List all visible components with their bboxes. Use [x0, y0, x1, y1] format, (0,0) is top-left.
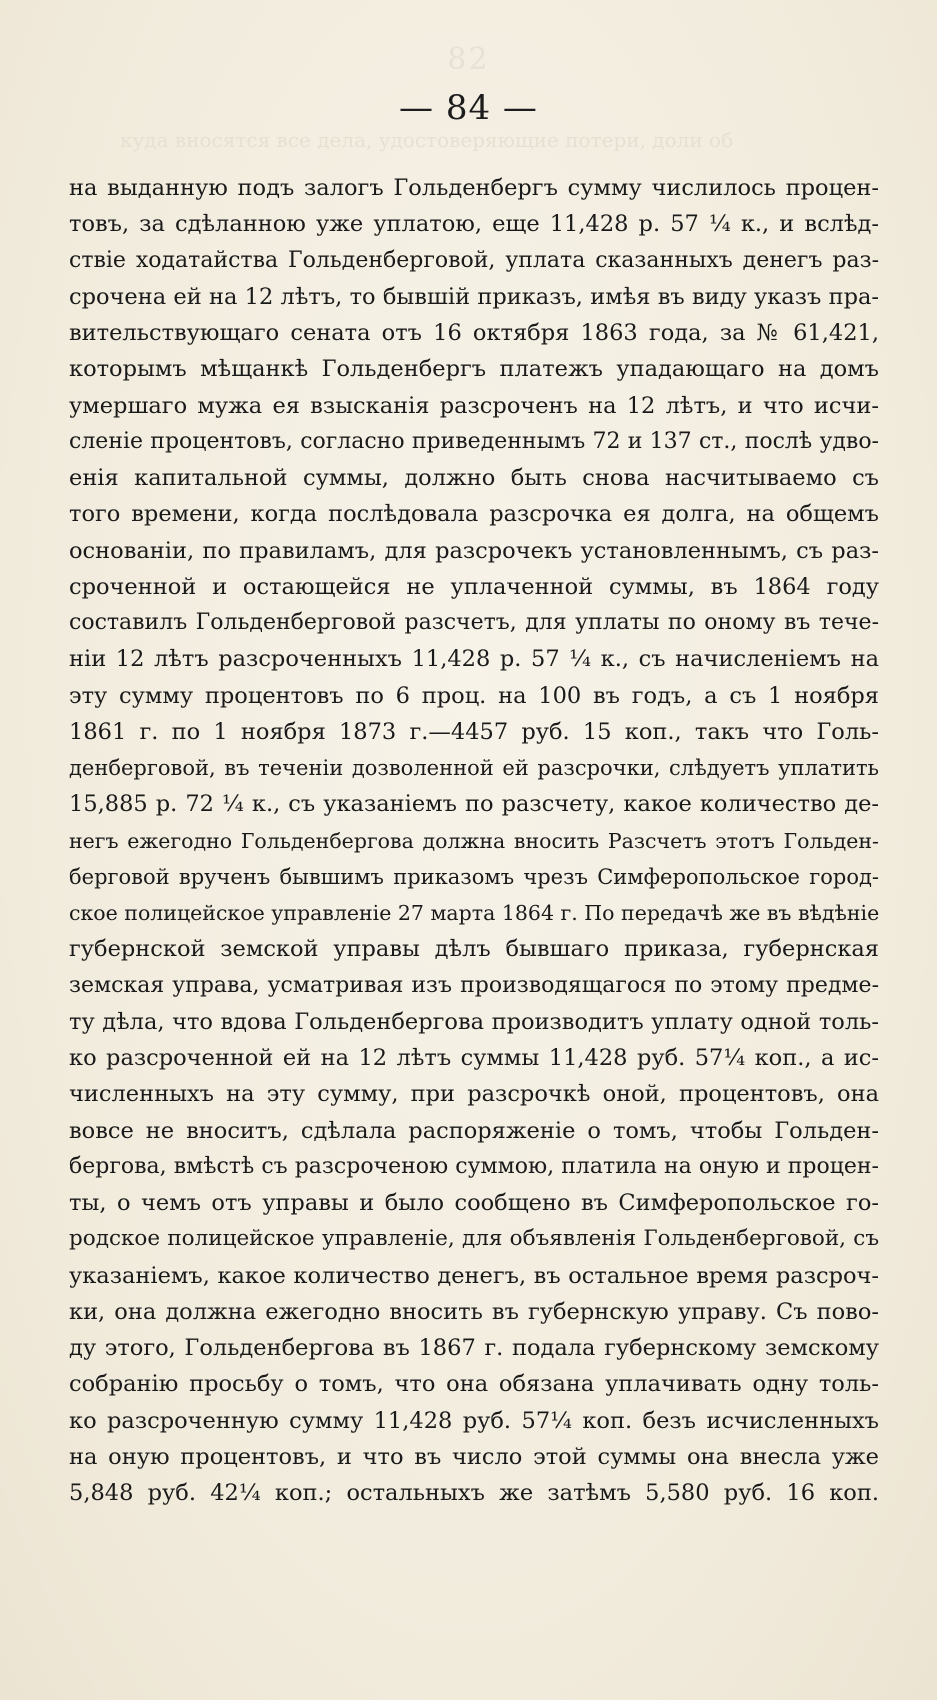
text-line: товъ, за сдѣланною уже уплатою, еще 11,428 р. 57 ¼ к., и вслѣд-: [69, 211, 879, 238]
text-line: на выданную подъ залогъ Гольденбергъ сумму числилось процен-: [69, 175, 879, 201]
text-line: вовсе не вноситъ, сдѣлала распоряженіе о томъ, чтобы Гольден-: [69, 1117, 879, 1144]
text-line: эту сумму процентовъ по 6 проц. на 100 въ годъ, а съ 1 ноября: [69, 682, 879, 709]
text-line: на оную процентовъ, и что въ число этой суммы она внесла уже: [69, 1443, 879, 1470]
text-line: земская управа, усматривая изъ производящагося по этому предме-: [69, 972, 879, 998]
text-line: численныхъ на эту сумму, при разсрочкѣ оной, процентовъ, она: [69, 1081, 879, 1108]
text-line: ки, она должна ежегодно вносить въ губернскую управу. Съ пово-: [69, 1298, 879, 1325]
text-line: того времени, когда послѣдовала разсрочка ея долга, на общемъ: [69, 501, 879, 528]
text-line: ты, о чемъ отъ управы и было сообщено въ Симферопольское го-: [69, 1190, 879, 1216]
text-line: сленіе процентовъ, согласно приведеннымъ 72 и 137 ст., послѣ удво-: [69, 428, 879, 454]
text-line: ко разсроченную сумму 11,428 руб. 57¼ коп. безъ исчисленныхъ: [69, 1407, 879, 1434]
text-line: негъ ежегодно Гольденбергова должна вносить Разсчетъ этотъ Гольден-: [69, 828, 879, 853]
text-line: бергова, вмѣстѣ съ разсроченою суммою, платила на оную и процен-: [69, 1153, 879, 1179]
text-line: собранію просьбу о томъ, что она обязана уплачивать одну толь-: [69, 1371, 879, 1398]
show-through-page-number: 82: [447, 42, 490, 77]
text-line: составилъ Гольденберговой разсчетъ, для уплаты по оному въ тече-: [69, 610, 879, 635]
show-through-text-line: куда вносятся все дела, удостоверяющие потери, доли об: [120, 128, 734, 152]
text-line: 15,885 р. 72 ¼ к., съ указаніемъ по разсчету, какое количество де-: [69, 791, 879, 818]
text-line: указаніемъ, какое количество денегъ, въ остальное время разсроч-: [69, 1262, 879, 1289]
text-line: ніи 12 лѣтъ разсроченныхъ 11,428 р. 57 ¼ к., съ начисленіемъ на: [69, 646, 879, 673]
text-line: которымъ мѣщанкѣ Гольденбергъ платежъ упадающаго на домъ: [69, 356, 879, 383]
text-line: основаніи, по правиламъ, для разсрочекъ установленнымъ, съ раз-: [69, 537, 879, 564]
text-line: ту дѣла, что вдова Гольденбергова производитъ уплату одной толь-: [69, 1008, 879, 1035]
text-line: срочена ей на 12 лѣтъ, то бывшій приказъ, имѣя въ виду указъ пра-: [69, 283, 879, 310]
text-line: сроченной и остающейся не уплаченной суммы, въ 1864 году: [69, 573, 879, 600]
text-line: 1861 г. по 1 ноября 1873 г.—4457 руб. 15 коп., такъ что Голь-: [69, 718, 879, 745]
text-line: денберговой, въ теченіи дозволенной ей разсрочки, слѣдуетъ уплатить: [69, 756, 879, 780]
text-line: енія капитальной суммы, должно быть снова насчитываемо съ: [69, 465, 879, 491]
page-number-header: — 84 —: [399, 88, 538, 128]
text-line: вительствующаго сената отъ 16 октября 1863 года, за № 61,421,: [69, 320, 879, 346]
text-line: ду этого, Гольденбергова въ 1867 г. подала губернскому земскому: [69, 1335, 879, 1361]
text-line: умершаго мужа ея взысканія разсроченъ на 12 лѣтъ, и что исчи-: [69, 392, 879, 419]
text-line: ко разсроченной ей на 12 лѣтъ суммы 11,428 руб. 57¼ коп., а ис-: [69, 1045, 879, 1071]
text-line: родское полицейское управленіе, для объявленія Гольденберговой, съ: [69, 1226, 879, 1252]
text-line: 5,848 руб. 42¼ коп.; остальныхъ же затѣмъ 5,580 руб. 16 коп.: [69, 1480, 879, 1506]
body-text: [69, 170, 879, 1511]
text-line: ствіе ходатайства Гольденберговой, уплата сказанныхъ денегъ раз-: [69, 247, 879, 273]
text-line: ское полицейское управленіе 27 марта 1864 г. По передачѣ же въ вѣдѣніе: [69, 901, 879, 925]
text-line: берговой врученъ бывшимъ приказомъ чрезъ Симферопольское город-: [69, 864, 879, 889]
text-line: губернской земской управы дѣлъ бывшаго приказа, губернская: [69, 936, 879, 963]
